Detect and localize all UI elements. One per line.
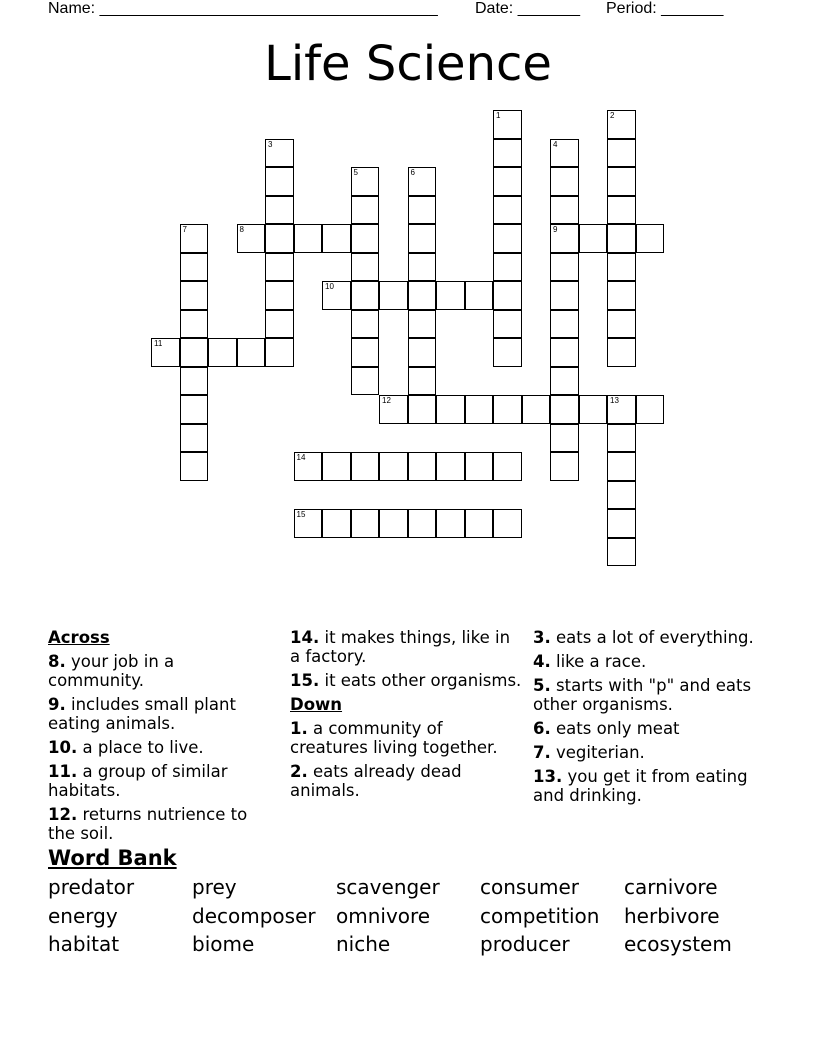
- crossword-cell[interactable]: [351, 167, 380, 196]
- crossword-cell[interactable]: [322, 452, 351, 481]
- crossword-cell[interactable]: [322, 224, 351, 253]
- crossword-cell[interactable]: [408, 224, 437, 253]
- crossword-cell[interactable]: [465, 395, 494, 424]
- clue-number-label: 11: [154, 339, 163, 348]
- crossword-cell[interactable]: [351, 338, 380, 367]
- crossword-cell[interactable]: [180, 253, 209, 282]
- crossword-cell[interactable]: [607, 509, 636, 538]
- crossword-cell[interactable]: [351, 367, 380, 396]
- crossword-cell[interactable]: [493, 167, 522, 196]
- word-bank-word: decomposer: [192, 903, 316, 928]
- crossword-cell[interactable]: [636, 395, 665, 424]
- crossword-cell[interactable]: [408, 253, 437, 282]
- crossword-cell[interactable]: [493, 452, 522, 481]
- crossword-cell[interactable]: [180, 281, 209, 310]
- clue-number-label: 13: [610, 396, 619, 405]
- word-bank-word: energy: [48, 903, 118, 928]
- clue-text: eats a lot of everything.: [556, 628, 754, 647]
- crossword-cell[interactable]: [607, 167, 636, 196]
- clue-number: 9.: [48, 695, 66, 714]
- down-clue: [533, 676, 768, 714]
- crossword-cell[interactable]: [493, 253, 522, 282]
- crossword-cell[interactable]: [550, 167, 579, 196]
- crossword-cell[interactable]: [493, 338, 522, 367]
- crossword-cell[interactable]: [180, 338, 209, 367]
- clue-number-label: 6: [410, 168, 415, 177]
- word-bank-title: Word Bank: [48, 846, 177, 870]
- word-bank-word: predator: [48, 875, 135, 899]
- clue-number: 14.: [290, 628, 320, 647]
- crossword-cell[interactable]: [522, 395, 551, 424]
- crossword-cell[interactable]: [265, 139, 294, 168]
- clue-number-label: 12: [382, 396, 391, 405]
- crossword-cell[interactable]: [180, 424, 209, 453]
- clue-number: 10.: [48, 738, 78, 757]
- crossword-cell[interactable]: [493, 310, 522, 339]
- crossword-cell[interactable]: [408, 310, 437, 339]
- clue-number-label: 3: [268, 139, 273, 149]
- clue-text: a group of similar habitats.: [48, 762, 228, 800]
- crossword-cell[interactable]: [550, 367, 579, 396]
- clue-number: 3.: [533, 628, 551, 647]
- crossword-cell[interactable]: [607, 224, 636, 253]
- crossword-cell[interactable]: [579, 395, 608, 424]
- clue-number-label: 7: [182, 225, 187, 234]
- word-bank-word: ecosystem: [624, 932, 732, 956]
- clue-number: 8.: [48, 652, 66, 671]
- crossword-cell[interactable]: [493, 509, 522, 538]
- crossword-cell[interactable]: [436, 395, 465, 424]
- clue-number-label: 15: [296, 510, 306, 519]
- crossword-cell[interactable]: [265, 310, 294, 339]
- crossword-cell[interactable]: [436, 509, 465, 538]
- word-bank-word: producer: [480, 932, 570, 956]
- word-bank-word: niche: [336, 932, 391, 956]
- crossword-cell[interactable]: [379, 509, 408, 538]
- crossword-cell[interactable]: [294, 224, 323, 253]
- clue-number: 1.: [290, 719, 308, 738]
- clue-text: it makes things, like in a factory.: [290, 628, 511, 666]
- word-bank-word: competition: [480, 903, 600, 928]
- across-clue: [48, 762, 273, 800]
- word-bank-word: omnivore: [336, 903, 431, 928]
- crossword-cell[interactable]: [180, 367, 209, 396]
- crossword-cell[interactable]: [351, 196, 380, 225]
- crossword-cell[interactable]: [607, 338, 636, 367]
- crossword-cell[interactable]: [436, 452, 465, 481]
- clue-number-label: 9: [553, 225, 558, 234]
- crossword-cell[interactable]: [550, 253, 579, 282]
- down-clue: [533, 743, 768, 762]
- crossword-cell[interactable]: [607, 110, 636, 139]
- crossword-cell[interactable]: [351, 452, 380, 481]
- clue-text: you get it from eating and drinking.: [533, 767, 748, 805]
- down-clue: [533, 628, 768, 647]
- across-clue: [48, 805, 273, 843]
- crossword-cell[interactable]: [493, 224, 522, 253]
- clue-number: 12.: [48, 805, 78, 824]
- crossword-cell[interactable]: [265, 338, 294, 367]
- crossword-cell[interactable]: [351, 281, 380, 310]
- crossword-cell[interactable]: [408, 281, 437, 310]
- crossword-cell[interactable]: [351, 310, 380, 339]
- crossword-cell[interactable]: [265, 253, 294, 282]
- word-bank-word: habitat: [48, 932, 120, 956]
- crossword-cell[interactable]: [208, 338, 237, 367]
- down-heading: Down: [290, 695, 343, 714]
- down-clue: [290, 719, 522, 757]
- crossword-cell[interactable]: [408, 167, 437, 196]
- clue-number-label: 10: [325, 282, 334, 291]
- across-clue: [48, 695, 273, 733]
- crossword-cell[interactable]: [408, 367, 437, 396]
- date-field[interactable]: Date: _______: [475, 0, 580, 17]
- crossword-cell[interactable]: [180, 452, 209, 481]
- crossword-cell[interactable]: [607, 538, 636, 567]
- word-bank-word: biome: [192, 932, 255, 956]
- crossword-cell[interactable]: [607, 281, 636, 310]
- clue-number: 13.: [533, 767, 563, 786]
- crossword-cell[interactable]: [265, 224, 294, 253]
- crossword-cell[interactable]: [408, 452, 437, 481]
- across-clue: [48, 738, 273, 757]
- clue-text: your job in a community.: [48, 652, 175, 690]
- crossword-cell[interactable]: [408, 395, 437, 424]
- crossword-cell[interactable]: [607, 395, 636, 424]
- crossword-cell[interactable]: [322, 509, 351, 538]
- crossword-cell[interactable]: [465, 452, 494, 481]
- clue-text: includes small plant eating animals.: [48, 695, 236, 733]
- across-clue: [290, 628, 522, 666]
- crossword-cell[interactable]: [550, 224, 579, 253]
- clue-number-label: 2: [610, 111, 615, 120]
- clue-number-label: 8: [239, 225, 244, 234]
- clue-text: vegiterian.: [556, 743, 645, 762]
- crossword-cell[interactable]: [550, 310, 579, 339]
- crossword-cell[interactable]: [607, 310, 636, 339]
- clue-text: eats already dead animals.: [290, 762, 462, 800]
- name-field[interactable]: Name: ______________________________________: [48, 0, 438, 17]
- clue-number: 5.: [533, 676, 551, 695]
- period-field[interactable]: Period: _______: [606, 0, 724, 17]
- crossword-cell[interactable]: [550, 424, 579, 453]
- clues-column-2: [290, 628, 522, 805]
- crossword-cell[interactable]: [322, 281, 351, 310]
- crossword-cell[interactable]: [550, 281, 579, 310]
- crossword-cell[interactable]: [493, 110, 522, 139]
- clue-text: it eats other organisms.: [324, 671, 522, 690]
- clue-number-label: 1: [496, 111, 501, 120]
- word-bank-word: carnivore: [624, 875, 718, 899]
- crossword-cell[interactable]: [408, 196, 437, 225]
- clue-number: 4.: [533, 652, 551, 671]
- crossword-cell[interactable]: [550, 338, 579, 367]
- word-bank-word: prey: [192, 875, 237, 899]
- clue-text: a place to live.: [82, 738, 204, 757]
- crossword-cell[interactable]: [493, 196, 522, 225]
- crossword-cell[interactable]: [294, 509, 323, 538]
- crossword-cell[interactable]: [436, 281, 465, 310]
- word-bank-word: herbivore: [624, 903, 720, 928]
- down-clue: [533, 719, 768, 738]
- crossword-cell[interactable]: [237, 224, 266, 253]
- clue-text: starts with "p" and eats other organisms.: [533, 676, 752, 714]
- across-clue: [290, 671, 522, 690]
- clues-column-1: [48, 628, 273, 848]
- crossword-cell[interactable]: [465, 509, 494, 538]
- crossword-cell[interactable]: [550, 452, 579, 481]
- crossword-cell[interactable]: [607, 139, 636, 168]
- crossword-cell[interactable]: [151, 338, 180, 367]
- crossword-cell[interactable]: [265, 281, 294, 310]
- clue-number: 15.: [290, 671, 320, 690]
- crossword-cell[interactable]: [265, 196, 294, 225]
- down-clue: [533, 767, 768, 805]
- clue-text: returns nutrience to the soil.: [48, 805, 248, 843]
- clue-number: 6.: [533, 719, 551, 738]
- crossword-cell[interactable]: [351, 509, 380, 538]
- crossword-cell[interactable]: [607, 481, 636, 510]
- crossword-cell[interactable]: [607, 452, 636, 481]
- word-bank-word: consumer: [480, 875, 580, 899]
- crossword-cell[interactable]: [636, 224, 665, 253]
- crossword-cell[interactable]: [237, 338, 266, 367]
- down-clue: [290, 762, 522, 800]
- crossword-cell[interactable]: [493, 395, 522, 424]
- crossword-cell[interactable]: [379, 281, 408, 310]
- crossword-cell[interactable]: [408, 338, 437, 367]
- across-clue: [48, 652, 273, 690]
- crossword-cell[interactable]: [294, 452, 323, 481]
- word-bank-word: scavenger: [336, 875, 440, 899]
- clue-number-label: 14: [296, 453, 306, 462]
- crossword-cell[interactable]: [550, 395, 579, 424]
- clue-text: like a race.: [556, 652, 647, 671]
- crossword-cell[interactable]: [550, 196, 579, 225]
- clue-number: 11.: [48, 762, 78, 781]
- across-heading: Across: [48, 628, 110, 647]
- crossword-cell[interactable]: [180, 310, 209, 339]
- crossword-cell[interactable]: [379, 395, 408, 424]
- clue-number-label: 5: [353, 168, 358, 177]
- crossword-cell[interactable]: [465, 281, 494, 310]
- crossword-cell[interactable]: [180, 224, 209, 253]
- crossword-cell[interactable]: [351, 224, 380, 253]
- crossword-cell[interactable]: [579, 224, 608, 253]
- crossword-cell[interactable]: [493, 281, 522, 310]
- crossword-cell[interactable]: [408, 509, 437, 538]
- page-title: Life Science: [264, 36, 552, 92]
- crossword-cell[interactable]: [180, 395, 209, 424]
- crossword-cell[interactable]: [379, 452, 408, 481]
- crossword-cell[interactable]: [351, 253, 380, 282]
- clue-number-label: 4: [553, 139, 558, 149]
- clues-column-3: [533, 628, 768, 810]
- crossword-cell[interactable]: [607, 424, 636, 453]
- crossword-cell[interactable]: [607, 196, 636, 225]
- crossword-cell[interactable]: [550, 139, 579, 168]
- crossword-cell[interactable]: [265, 167, 294, 196]
- clue-number: 2.: [290, 762, 308, 781]
- clue-text: a community of creatures living together.: [290, 719, 498, 757]
- crossword-cell[interactable]: [493, 139, 522, 168]
- clue-number: 7.: [533, 743, 551, 762]
- down-clue: [533, 652, 768, 671]
- clue-text: eats only meat: [556, 719, 680, 738]
- crossword-cell[interactable]: [607, 253, 636, 282]
